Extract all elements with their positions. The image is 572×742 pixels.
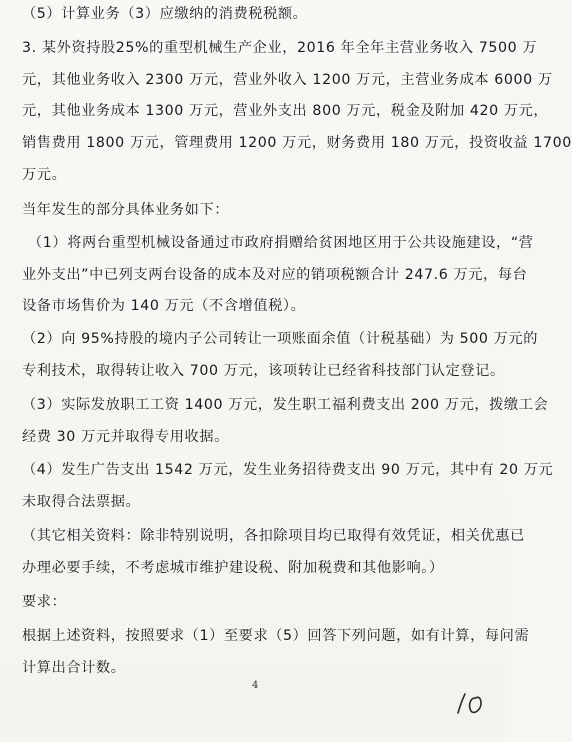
text-line: 业外支出”中已列支两台设备的成本及对应的销项税额合计 247.6 万元，每台	[22, 267, 528, 283]
question-heading: 3. 某外资持股25%的重型机械生产企业，2016 年全年主营业务收入 7500 万	[22, 40, 538, 56]
text-line: 元，其他业务收入 2300 万元，营业外收入 1200 万元，主营业务成本 6000 万	[22, 72, 553, 88]
text-line: 专利技术，取得转让收入 700 万元，该项转让已经省科技部门认定登记。	[22, 363, 505, 379]
text-line: 元，其他业务成本 1300 万元，营业外支出 800 万元，税金及附加 420 万元，	[22, 103, 549, 119]
text-line: 根据上述资料，按照要求（1）至要求（5）回答下列问题，如有计算，每问需	[22, 628, 530, 644]
text-line: 办理必要手续，不考虑城市维护建设税、附加税费和其他影响。）	[22, 560, 444, 576]
text-line: 经费 30 万元并取得专用收据。	[22, 429, 229, 445]
text-line: 未取得合法票据。	[22, 494, 141, 510]
section-heading: 当年发生的部分具体业务如下：	[22, 202, 230, 218]
page-number: 4	[252, 680, 259, 691]
requirements-heading: 要求：	[22, 594, 67, 610]
text-line: 万元。	[22, 167, 67, 183]
text-line: （4）发生广告支出 1542 万元，发生业务招待费支出 90 万元，其中有 20 万元	[22, 462, 554, 478]
text-line: 销售费用 1800 万元，管理费用 1200 万元，财务费用 180 万元，投资收益 1700	[22, 135, 572, 151]
text-line: （5）计算业务（3）应缴纳的消费税税额。	[22, 6, 308, 22]
text-line: 计算出合计数。	[22, 660, 126, 676]
text-line: （1）将两台重型机械设备通过市政府捐赠给贫困地区用于公共设施建设，“营	[28, 235, 534, 251]
text-line: 设备市场售价为 140 万元（不含增值税）。	[22, 298, 306, 314]
handwritten-score-mark	[452, 690, 486, 716]
text-line: （3）实际发放职工工资 1400 万元，发生职工福利费支出 200 万元，拨缴工会	[22, 397, 549, 413]
text-line: （其它相关资料：除非特别说明，各扣除项目均已取得有效凭证，相关优惠已	[22, 528, 525, 544]
text-line: （2）向 95%持股的境内子公司转让一项账面余值（计税基础）为 500 万元的	[22, 331, 539, 347]
